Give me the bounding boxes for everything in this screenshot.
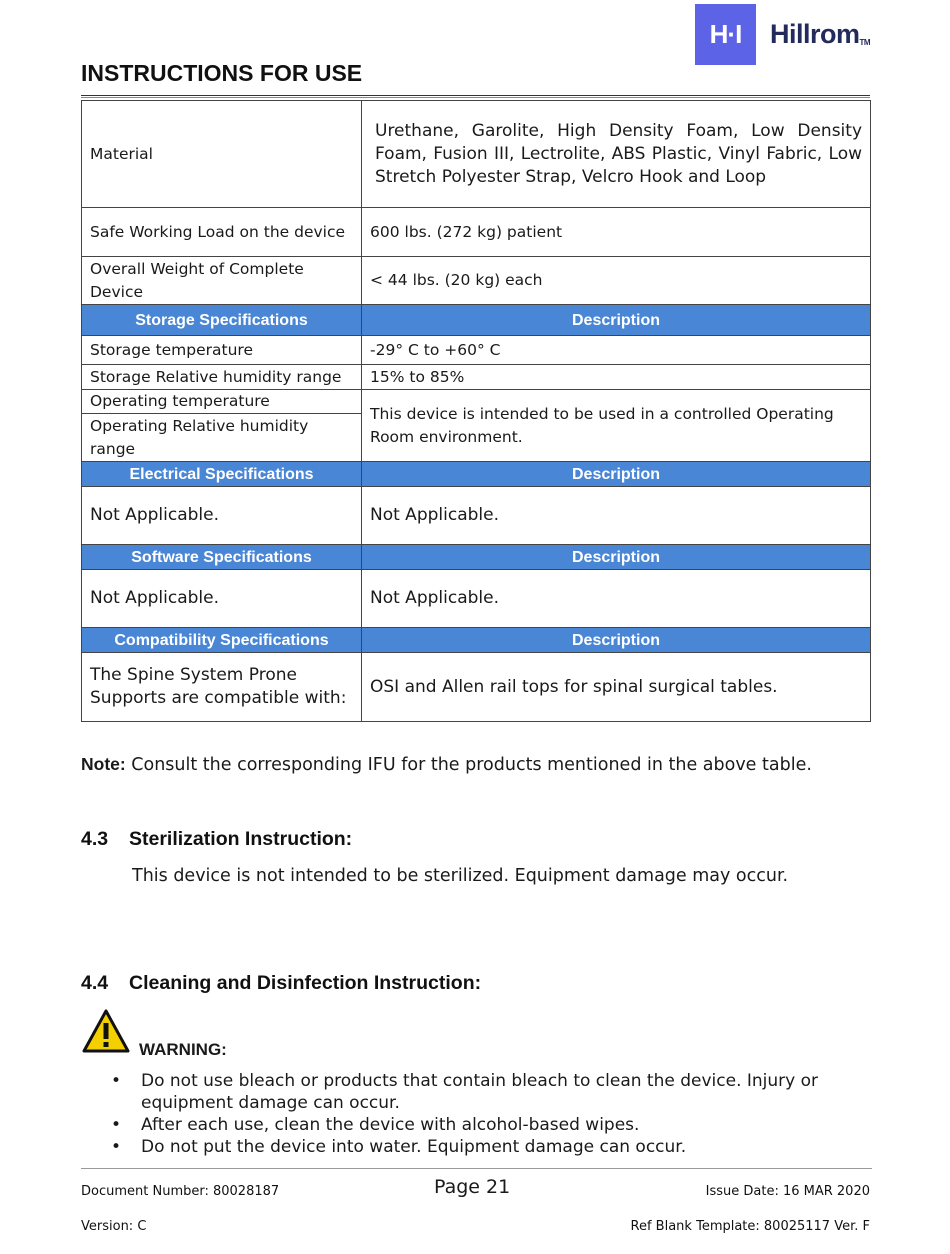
note-label: Note:: [81, 754, 126, 774]
safe-working-load-label: Safe Working Load on the device: [82, 208, 362, 257]
bullet-icon: •: [111, 1137, 122, 1157]
bullet-icon: •: [111, 1115, 122, 1135]
material-value: Urethane, Garolite, High Density Foam, Low Density Foam, Fusion III, Lectrolite, ABS Plastic, Vinyl Fabric, Low Stretch Polyester Strap, Velcro Hook and Loop: [362, 101, 871, 208]
list-item: [81, 1114, 851, 1136]
section-title: Cleaning and Disinfection Instruction:: [129, 972, 482, 994]
storage-temperature-label: Storage temperature: [82, 336, 362, 365]
operating-humidity-label: Operating Relative humidity range: [82, 414, 362, 462]
software-header-row: [82, 545, 871, 570]
software-value: Not Applicable.: [362, 570, 871, 628]
list-item: [81, 1136, 851, 1158]
compatibility-label: The Spine System Prone Supports are compatible with:: [82, 653, 362, 722]
section-number: 4.4: [81, 972, 109, 994]
title-divider: [81, 95, 870, 98]
table-row: [82, 487, 871, 545]
note-text: Consult the corresponding IFU for the products mentioned in the above table.: [125, 755, 812, 775]
electrical-label: Not Applicable.: [82, 487, 362, 545]
warning-item-text: After each use, clean the device with alcohol-based wipes.: [141, 1115, 640, 1135]
overall-weight-value: < 44 lbs. (20 kg) each: [362, 257, 871, 305]
electrical-header-row: [82, 462, 871, 487]
list-item: [81, 1070, 851, 1114]
table-row: [82, 257, 871, 305]
bullet-icon: •: [111, 1071, 122, 1091]
issue-date: Issue Date: 16 MAR 2020: [705, 1184, 870, 1199]
section-number: 4.3: [81, 828, 109, 850]
warning-item-text: Do not put the device into water. Equipment damage can occur.: [141, 1137, 687, 1157]
section-title: Sterilization Instruction:: [129, 828, 353, 850]
electrical-specifications-header: Electrical Specifications: [82, 462, 362, 487]
compatibility-header-row: [82, 628, 871, 653]
storage-humidity-value: 15% to 85%: [362, 365, 871, 390]
warning-item-text: Do not use bleach or products that contain bleach to clean the device. Injury or equipment damage can occur.: [141, 1071, 819, 1113]
logo-wordmark: [770, 19, 870, 50]
storage-humidity-label: Storage Relative humidity range: [82, 365, 362, 390]
warning-triangle-icon: [81, 1008, 131, 1054]
specifications-table: [81, 100, 871, 722]
sterilization-text: This device is not intended to be sterilized. Equipment damage may occur.: [132, 866, 789, 886]
compatibility-description-header: Description: [362, 628, 871, 653]
table-row: [82, 365, 871, 390]
document-number: Document Number: 80028187: [81, 1184, 280, 1199]
warning-label: WARNING:: [139, 1040, 227, 1059]
compatibility-value: OSI and Allen rail tops for spinal surgical tables.: [362, 653, 871, 722]
operating-environment-value: This device is intended to be used in a controlled Operating Room environment.: [362, 390, 871, 462]
footer-divider: [81, 1168, 872, 1169]
operating-temperature-label: Operating temperature: [82, 390, 362, 414]
storage-description-header: Description: [362, 305, 871, 336]
brand-trademark: TM: [859, 38, 871, 47]
table-row: [82, 208, 871, 257]
table-row: [82, 336, 871, 365]
hillrom-logo: [695, 4, 870, 65]
table-row: [82, 653, 871, 722]
safe-working-load-value: 600 lbs. (272 kg) patient: [362, 208, 871, 257]
compatibility-specifications-header: Compatibility Specifications: [82, 628, 362, 653]
table-row: [82, 101, 871, 208]
template-reference: Ref Blank Template: 80025117 Ver. F: [630, 1219, 870, 1234]
page-number: Page 21: [434, 1176, 511, 1198]
storage-specifications-header: Storage Specifications: [82, 305, 362, 336]
overall-weight-label: Overall Weight of Complete Device: [82, 257, 362, 305]
electrical-value: Not Applicable.: [362, 487, 871, 545]
logo-mark: H·I: [695, 4, 756, 65]
software-label: Not Applicable.: [82, 570, 362, 628]
electrical-description-header: Description: [362, 462, 871, 487]
table-note: [81, 754, 812, 775]
table-row: [82, 390, 871, 414]
software-specifications-header: Software Specifications: [82, 545, 362, 570]
section-heading-sterilization: [81, 828, 352, 851]
storage-header-row: [82, 305, 871, 336]
material-label: Material: [82, 101, 362, 208]
section-heading-cleaning: [81, 972, 481, 995]
brand-name: Hillrom: [770, 19, 860, 49]
storage-temperature-value: -29° C to +60° C: [362, 336, 871, 365]
table-row: [82, 570, 871, 628]
page-title: INSTRUCTIONS FOR USE: [81, 60, 363, 86]
software-description-header: Description: [362, 545, 871, 570]
warning-list: [81, 1070, 851, 1158]
version: Version: C: [81, 1219, 147, 1234]
